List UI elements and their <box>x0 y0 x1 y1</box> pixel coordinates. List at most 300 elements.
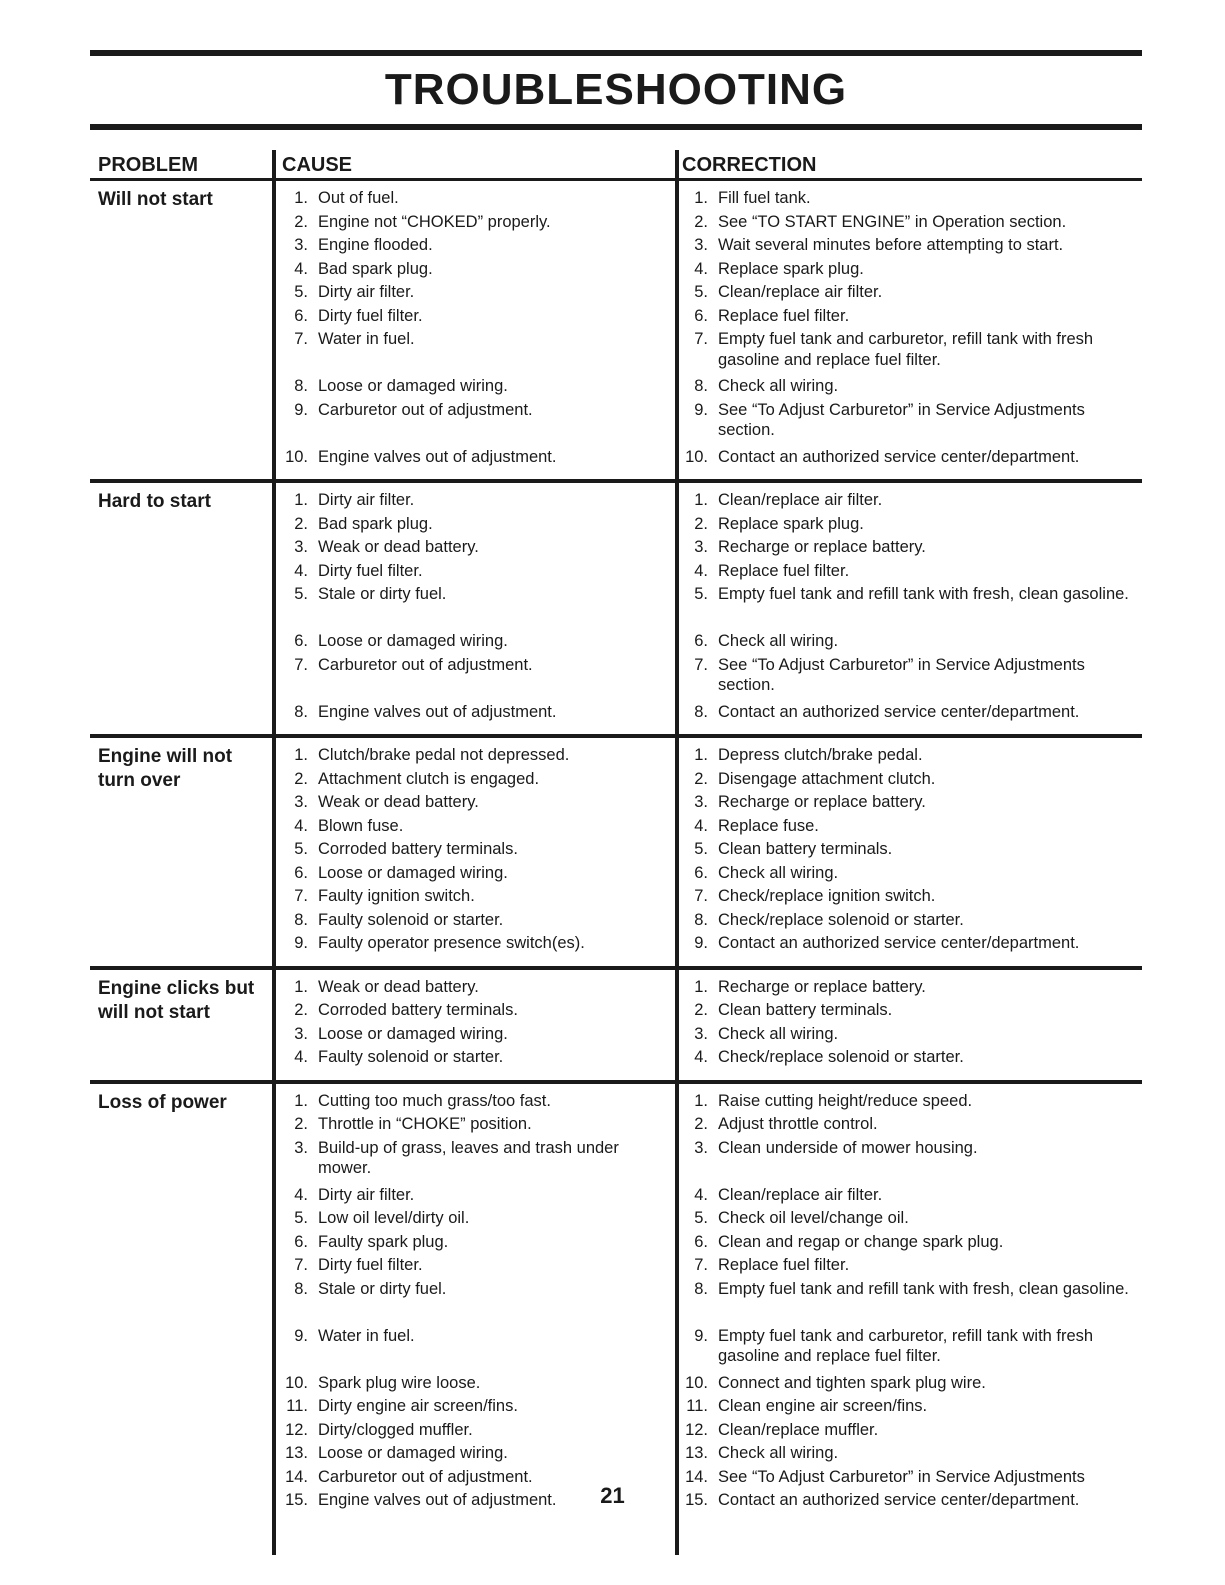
cause-item <box>282 1024 667 1045</box>
item-number: 1. <box>294 189 308 207</box>
cause-text: Dirty fuel filter. <box>318 1256 423 1274</box>
correction-item <box>682 839 1138 860</box>
cause-item <box>282 282 667 303</box>
correction-text: Check all wiring. <box>718 863 839 882</box>
page-title: TROUBLESHOOTING <box>384 65 848 114</box>
correction-list <box>675 977 1142 1071</box>
correction-text: Check/replace solenoid or starter. <box>718 910 964 929</box>
item-number: 3. <box>694 1024 708 1043</box>
cause-item <box>282 329 667 373</box>
item-number: 13. <box>685 1444 708 1462</box>
cause-text: Weak or dead battery. <box>318 977 479 996</box>
cause-item <box>282 933 667 954</box>
correction-item <box>682 1420 1138 1441</box>
cause-text: Weak or dead battery. <box>318 538 479 556</box>
correction-item <box>682 584 1138 628</box>
item-number: 8. <box>694 702 708 721</box>
cause-text: Faulty ignition switch. <box>318 887 475 905</box>
item-number: 1. <box>294 1091 308 1110</box>
correction-text: Recharge or replace battery. <box>718 977 926 996</box>
correction-text: Recharge or replace battery. <box>718 793 926 811</box>
correction-text: Clean battery terminals. <box>718 840 893 858</box>
item-number: 6. <box>294 632 308 650</box>
cause-text: Dirty fuel filter. <box>318 561 423 580</box>
item-number: 8. <box>694 910 708 929</box>
cause-item <box>282 1373 667 1394</box>
correction-item <box>682 863 1138 884</box>
cause-item <box>282 306 667 327</box>
item-number: 6. <box>294 863 308 882</box>
item-number: 5. <box>694 283 708 301</box>
correction-text: Clean underside of mower housing. <box>718 1138 978 1157</box>
cause-text: Out of fuel. <box>318 189 399 207</box>
cause-text: Loose or damaged wiring. <box>318 863 508 882</box>
item-number: 1. <box>694 1091 708 1110</box>
correction-text: Replace fuel filter. <box>718 306 850 325</box>
correction-item <box>682 1185 1138 1206</box>
correction-item <box>682 1091 1138 1112</box>
cause-text: Dirty fuel filter. <box>318 306 423 325</box>
cause-text: Cutting too much grass/too fast. <box>318 1091 551 1110</box>
item-number: 8. <box>694 1279 708 1298</box>
cause-item <box>282 702 667 723</box>
cause-text: Clutch/brake pedal not depressed. <box>318 746 570 764</box>
top-rule <box>90 50 1142 56</box>
item-number: 8. <box>294 702 308 721</box>
item-number: 2. <box>294 514 308 533</box>
item-number: 3. <box>694 236 708 254</box>
cause-item <box>282 839 667 860</box>
correction-list <box>675 1091 1142 1514</box>
cause-text: Low oil level/dirty oil. <box>318 1209 470 1227</box>
item-number: 4. <box>294 1048 308 1066</box>
cause-text: Blown fuse. <box>318 816 404 835</box>
cause-text: Weak or dead battery. <box>318 793 479 811</box>
cause-item <box>282 1326 667 1370</box>
item-number: 8. <box>294 910 308 929</box>
correction-text: Depress clutch/brake pedal. <box>718 746 923 764</box>
correction-item <box>682 490 1138 511</box>
cause-item <box>282 400 667 444</box>
cause-text: Bad spark plug. <box>318 259 433 278</box>
correction-item <box>682 769 1138 790</box>
cause-item <box>282 561 667 582</box>
header-problem: PROBLEM <box>98 154 198 176</box>
title-rule <box>90 124 1142 130</box>
cause-item <box>282 863 667 884</box>
item-number: 2. <box>694 514 708 533</box>
item-number: 2. <box>294 1115 308 1133</box>
correction-text: Empty fuel tank and refill tank with fresh, clean gasoline. <box>718 585 1129 603</box>
item-number: 13. <box>285 1444 308 1462</box>
correction-text: See “To Adjust Carburetor” in Service Adjustments section. <box>718 655 1085 694</box>
page-number: 21 <box>600 1483 625 1508</box>
cause-item <box>282 745 667 766</box>
cause-text: Carburetor out of adjustment. <box>318 400 533 419</box>
cause-text: Faulty spark plug. <box>318 1232 449 1251</box>
item-number: 6. <box>694 1232 708 1251</box>
correction-text: Clean/replace air filter. <box>718 283 883 301</box>
cause-text: Dirty air filter. <box>318 283 415 301</box>
item-number: 5. <box>294 283 308 301</box>
item-number: 1. <box>294 746 308 764</box>
item-number: 5. <box>694 585 708 603</box>
cause-text: Dirty/clogged muffler. <box>318 1420 473 1439</box>
header-correction: CORRECTION <box>682 154 817 176</box>
item-number: 3. <box>694 793 708 811</box>
correction-list <box>675 490 1142 725</box>
cause-text: Loose or damaged wiring. <box>318 632 508 650</box>
cause-item <box>282 1047 667 1068</box>
item-number: 3. <box>294 1024 308 1043</box>
table-header <box>90 150 1142 181</box>
correction-item <box>682 447 1138 468</box>
correction-text: Check all wiring. <box>718 632 839 650</box>
correction-text: Wait several minutes before attempting to start. <box>718 236 1064 254</box>
cause-list <box>272 188 675 470</box>
cause-list <box>272 745 675 957</box>
item-number: 6. <box>294 306 308 325</box>
correction-item <box>682 235 1138 256</box>
cause-text: Engine valves out of adjustment. <box>318 447 557 466</box>
cause-text: Stale or dirty fuel. <box>318 1279 447 1298</box>
correction-text: Clean/replace air filter. <box>718 491 883 509</box>
correction-text: Empty fuel tank and carburetor, refill tank with fresh gasoline and replace fuel filter. <box>718 1326 1094 1365</box>
item-number: 12. <box>685 1420 708 1439</box>
item-number: 7. <box>694 887 708 905</box>
cause-item <box>282 1000 667 1021</box>
correction-item <box>682 376 1138 397</box>
cause-item <box>282 1279 667 1323</box>
item-number: 2. <box>294 769 308 788</box>
cause-item <box>282 537 667 558</box>
item-number: 4. <box>694 1048 708 1066</box>
correction-text: Replace spark plug. <box>718 259 864 278</box>
item-number: 10. <box>285 447 308 466</box>
item-number: 2. <box>694 769 708 788</box>
correction-item <box>682 1396 1138 1417</box>
correction-item <box>682 1138 1138 1182</box>
item-number: 6. <box>694 632 708 650</box>
item-number: 4. <box>294 259 308 278</box>
correction-item <box>682 745 1138 766</box>
cause-text: Faulty operator presence switch(es). <box>318 934 585 952</box>
cause-text: Dirty air filter. <box>318 491 415 509</box>
cause-list <box>272 490 675 725</box>
correction-item <box>682 631 1138 652</box>
item-number: 7. <box>294 887 308 905</box>
troubleshooting-table <box>90 150 1142 1523</box>
item-number: 7. <box>294 655 308 674</box>
correction-list <box>675 188 1142 470</box>
item-number: 3. <box>294 236 308 254</box>
correction-text: See “TO START ENGINE” in Operation section. <box>718 212 1067 231</box>
cause-text: Carburetor out of adjustment. <box>318 1467 533 1486</box>
item-number: 4. <box>294 561 308 580</box>
cause-text: Stale or dirty fuel. <box>318 585 447 603</box>
correction-item <box>682 400 1138 444</box>
correction-item <box>682 1255 1138 1276</box>
correction-text: Raise cutting height/reduce speed. <box>718 1091 973 1110</box>
cause-text: Build-up of grass, leaves and trash under mower. <box>318 1138 619 1177</box>
correction-text: Replace fuse. <box>718 816 819 835</box>
cause-item <box>282 490 667 511</box>
item-number: 1. <box>294 491 308 509</box>
correction-item <box>682 910 1138 931</box>
correction-item <box>682 886 1138 907</box>
problem-label: Loss of power <box>98 1091 227 1113</box>
correction-text: See “To Adjust Carburetor” in Service Adjustments <box>718 1467 1085 1486</box>
item-number: 6. <box>694 306 708 325</box>
correction-item <box>682 1326 1138 1370</box>
cause-list <box>272 977 675 1071</box>
cause-text: Loose or damaged wiring. <box>318 1444 508 1462</box>
cause-text: Faulty solenoid or starter. <box>318 910 504 929</box>
correction-text: Clean and regap or change spark plug. <box>718 1232 1004 1251</box>
item-number: 2. <box>694 212 708 231</box>
item-number: 9. <box>694 400 708 419</box>
cause-item <box>282 1114 667 1135</box>
correction-text: Clean/replace air filter. <box>718 1185 883 1204</box>
correction-text: Contact an authorized service center/department. <box>718 934 1080 952</box>
item-number: 2. <box>294 212 308 231</box>
item-number: 14. <box>685 1467 708 1486</box>
item-number: 14. <box>285 1467 308 1486</box>
cause-text: Loose or damaged wiring. <box>318 377 508 395</box>
item-number: 7. <box>694 330 708 348</box>
correction-text: Empty fuel tank and carburetor, refill tank with fresh gasoline and replace fuel filter. <box>718 330 1094 369</box>
cause-item <box>282 1208 667 1229</box>
item-number: 1. <box>694 746 708 764</box>
cause-item <box>282 259 667 280</box>
cause-text: Throttle in “CHOKE” position. <box>318 1115 532 1133</box>
correction-text: Empty fuel tank and refill tank with fresh, clean gasoline. <box>718 1279 1129 1298</box>
cause-item <box>282 655 667 699</box>
cause-text: Carburetor out of adjustment. <box>318 655 533 674</box>
correction-text: Check/replace solenoid or starter. <box>718 1048 964 1066</box>
item-number: 9. <box>294 400 308 419</box>
correction-item <box>682 306 1138 327</box>
item-number: 1. <box>694 977 708 996</box>
correction-item <box>682 655 1138 699</box>
item-number: 2. <box>694 1001 708 1019</box>
header-cause: CAUSE <box>282 154 353 176</box>
item-number: 8. <box>694 377 708 395</box>
correction-item <box>682 282 1138 303</box>
correction-item <box>682 561 1138 582</box>
cause-text: Corroded battery terminals. <box>318 1001 518 1019</box>
item-number: 10. <box>685 1373 708 1392</box>
item-number: 7. <box>294 1256 308 1274</box>
cause-item <box>282 1091 667 1112</box>
cause-text: Water in fuel. <box>318 330 415 348</box>
cause-item <box>282 792 667 813</box>
cause-item <box>282 1443 667 1464</box>
problem-section <box>90 970 1142 1084</box>
correction-list <box>675 745 1142 957</box>
item-number: 6. <box>694 863 708 882</box>
correction-text: Check oil level/change oil. <box>718 1209 909 1227</box>
item-number: 3. <box>294 1138 308 1157</box>
cause-text: Faulty solenoid or starter. <box>318 1048 504 1066</box>
cause-text: Engine not “CHOKED” properly. <box>318 212 551 231</box>
correction-item <box>682 329 1138 373</box>
cause-item <box>282 1420 667 1441</box>
item-number: 5. <box>694 840 708 858</box>
cause-text: Bad spark plug. <box>318 514 433 533</box>
cause-text: Corroded battery terminals. <box>318 840 518 858</box>
cause-text: Engine flooded. <box>318 236 433 254</box>
item-number: 9. <box>694 1326 708 1345</box>
correction-text: Contact an authorized service center/department. <box>718 702 1080 721</box>
correction-item <box>682 1279 1138 1323</box>
correction-text: Check all wiring. <box>718 1024 839 1043</box>
correction-text: Check all wiring. <box>718 377 839 395</box>
problem-label: Engine will not turn over <box>98 746 233 791</box>
correction-text: Contact an authorized service center/department. <box>718 447 1080 466</box>
cause-item <box>282 1255 667 1276</box>
correction-text: Contact an authorized service center/department. <box>718 1491 1080 1509</box>
cause-text: Loose or damaged wiring. <box>318 1024 508 1043</box>
correction-item <box>682 977 1138 998</box>
problem-section <box>90 738 1142 970</box>
correction-text: Fill fuel tank. <box>718 189 811 207</box>
column-divider-cause <box>272 150 276 1555</box>
correction-item <box>682 1373 1138 1394</box>
item-number: 5. <box>294 840 308 858</box>
item-number: 11. <box>286 1397 308 1415</box>
correction-item <box>682 816 1138 837</box>
correction-text: Disengage attachment clutch. <box>718 769 936 788</box>
cause-item <box>282 910 667 931</box>
item-number: 4. <box>694 259 708 278</box>
correction-item <box>682 792 1138 813</box>
item-number: 6. <box>294 1232 308 1251</box>
item-number: 2. <box>294 1001 308 1019</box>
item-number: 7. <box>694 655 708 674</box>
troubleshooting-page <box>90 50 1142 1523</box>
correction-text: See “To Adjust Carburetor” in Service Adjustments section. <box>718 400 1085 439</box>
correction-item <box>682 702 1138 723</box>
item-number: 7. <box>694 1256 708 1274</box>
cause-item <box>282 886 667 907</box>
correction-text: Replace fuel filter. <box>718 1256 850 1274</box>
correction-item <box>682 259 1138 280</box>
correction-item <box>682 1000 1138 1021</box>
item-number: 10. <box>285 1373 308 1392</box>
item-number: 4. <box>694 561 708 580</box>
cause-text: Engine valves out of adjustment. <box>318 1491 557 1509</box>
item-number: 15. <box>685 1491 708 1509</box>
correction-text: Replace spark plug. <box>718 514 864 533</box>
item-number: 8. <box>294 1279 308 1298</box>
problem-label: Engine clicks but will not start <box>98 977 255 1023</box>
item-number: 7. <box>294 330 308 348</box>
cause-item <box>282 1396 667 1417</box>
item-number: 4. <box>694 816 708 835</box>
correction-item <box>682 1208 1138 1229</box>
cause-item <box>282 235 667 256</box>
cause-item <box>282 631 667 652</box>
item-number: 3. <box>294 538 308 556</box>
cause-text: Spark plug wire loose. <box>318 1373 481 1392</box>
cause-item <box>282 514 667 535</box>
correction-text: Recharge or replace battery. <box>718 538 926 556</box>
problem-section <box>90 181 1142 483</box>
item-number: 3. <box>294 793 308 811</box>
correction-item <box>682 1232 1138 1253</box>
item-number: 1. <box>694 491 708 509</box>
cause-text: Dirty air filter. <box>318 1185 415 1204</box>
problem-section <box>90 1084 1142 1523</box>
item-number: 4. <box>294 816 308 835</box>
item-number: 9. <box>694 934 708 952</box>
cause-item <box>282 1232 667 1253</box>
cause-list <box>272 1091 675 1514</box>
item-number: 5. <box>294 1209 308 1227</box>
item-number: 8. <box>294 377 308 395</box>
item-number: 5. <box>694 1209 708 1227</box>
correction-text: Replace fuel filter. <box>718 561 850 580</box>
cause-item <box>282 769 667 790</box>
cause-item <box>282 584 667 628</box>
item-number: 3. <box>694 1138 708 1157</box>
correction-item <box>682 1114 1138 1135</box>
cause-item <box>282 1138 667 1182</box>
cause-item <box>282 212 667 233</box>
item-number: 12. <box>285 1420 308 1439</box>
correction-text: Check/replace ignition switch. <box>718 887 936 905</box>
problem-label: Hard to start <box>98 491 211 512</box>
cause-item <box>282 816 667 837</box>
cause-item <box>282 376 667 397</box>
item-number: 5. <box>294 585 308 603</box>
correction-item <box>682 1443 1138 1464</box>
cause-text: Dirty engine air screen/fins. <box>318 1397 518 1415</box>
item-number: 4. <box>294 1185 308 1204</box>
correction-text: Clean/replace muffler. <box>718 1420 879 1439</box>
item-number: 1. <box>694 189 708 207</box>
correction-item <box>682 1047 1138 1068</box>
problem-section <box>90 483 1142 738</box>
correction-item <box>682 212 1138 233</box>
correction-item <box>682 514 1138 535</box>
correction-item <box>682 537 1138 558</box>
item-number: 1. <box>294 977 308 996</box>
item-number: 3. <box>694 538 708 556</box>
item-number: 9. <box>294 1326 308 1345</box>
item-number: 9. <box>294 934 308 952</box>
problem-label: Will not start <box>98 189 213 210</box>
correction-item <box>682 1024 1138 1045</box>
correction-item <box>682 933 1138 954</box>
cause-item <box>282 447 667 468</box>
item-number: 15. <box>285 1491 308 1509</box>
cause-item <box>282 1185 667 1206</box>
correction-text: Adjust throttle control. <box>718 1115 878 1133</box>
column-divider-correction <box>675 150 679 1555</box>
cause-text: Attachment clutch is engaged. <box>318 769 540 788</box>
item-number: 10. <box>685 447 708 466</box>
cause-item <box>282 188 667 209</box>
cause-text: Engine valves out of adjustment. <box>318 702 557 721</box>
cause-text: Water in fuel. <box>318 1326 415 1345</box>
item-number: 4. <box>694 1185 708 1204</box>
correction-text: Check all wiring. <box>718 1444 839 1462</box>
correction-item <box>682 188 1138 209</box>
correction-text: Connect and tighten spark plug wire. <box>718 1373 986 1392</box>
item-number: 2. <box>694 1115 708 1133</box>
